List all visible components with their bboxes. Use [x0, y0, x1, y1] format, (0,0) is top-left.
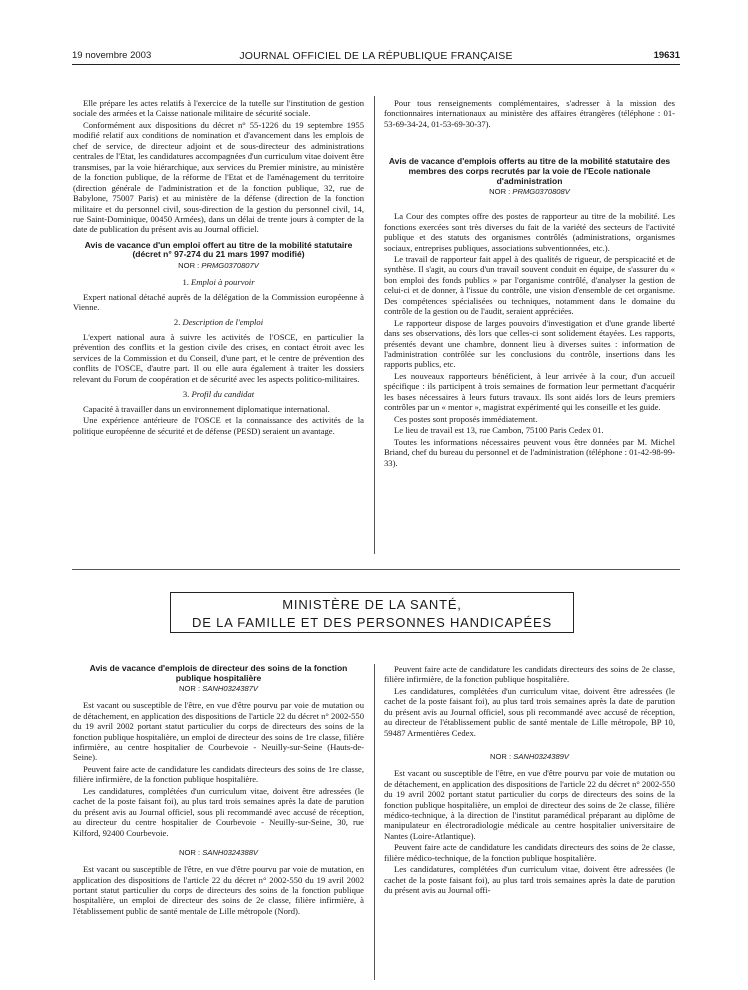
paragraph: Toutes les informations nécessaires peuvent vous être données par M. Michel Briand, chef du bureau du personnel et de l'administration (téléphone : 01-42-98-99-33). — [384, 436, 675, 468]
nor-code: SANH0324387V — [202, 684, 258, 694]
paragraph: Elle prépare les actes relatifs à l'exercice de la tutelle sur l'institution de gestion sociale des armées et la Caisse nationale militaire de sécurité sociale. — [73, 98, 364, 119]
nor-code: PRMG0370807V — [201, 261, 259, 271]
section-title: Profil du candidat — [191, 389, 255, 400]
bottom-left-column — [73, 664, 364, 917]
top-right-column — [384, 98, 675, 469]
section-number: 1. — [182, 277, 189, 288]
nor-reference — [384, 752, 675, 762]
paragraph: Peuvent faire acte de candidature les candidats directeurs des soins de 1re classe, filière infirmière, de la fonction publique hospitalière. — [73, 763, 364, 785]
section-title: Emploi à pourvoir — [191, 277, 255, 288]
nor-code: SANH0324389V — [513, 752, 569, 762]
paragraph: Le lieu de travail est 13, rue Cambon, 75100 Paris Cedex 01. — [394, 425, 604, 436]
paragraph: Expert national détaché auprès de la délégation de la Commission européenne à Vienne. — [73, 291, 364, 312]
nor-label: NOR : — [178, 261, 200, 271]
top-left-column — [73, 98, 364, 437]
ministry-heading — [170, 592, 574, 633]
paragraph: Ces postes sont proposés immédiatement. — [394, 413, 538, 424]
paragraph: Les nouveaux rapporteurs bénéficient, à leur arrivée à la cour, d'un accueil spécifique : ils participent à trois semaines de formation leur permettant d'acquérir les bases nécessaires à leurs futurs travaux. Ils sont aidés lors de leurs premiers contrôles par un « mentor », magistrat expérimenté qui les conseille et les guide. — [384, 370, 675, 413]
page-number: 19631 — [653, 50, 680, 61]
notice-title: Avis de vacance d'emplois de directeur des soins de la fonction publique hospitalière — [89, 663, 348, 683]
column-divider — [374, 664, 375, 980]
paragraph: Les candidatures, complétées d'un curriculum vitae, doivent être adressées (le cachet de la poste faisant foi), au plus tard trois semaines après la date de parution du présent avis au Journal offi- — [384, 864, 675, 896]
paragraph: Est vacant ou susceptible de l'être, en vue d'être pourvu par voie de mutation, en application des dispositions de l'article 22 du décret n° 2002-550 du 19 avril 2002 portant statut particulier du corps de directeurs des soins de la fonction publique hospitalière, un emploi de directeur des soins de 2e classe, filière infirmière, à l'établissement public de santé mentale de Lille métropole (Nord). — [73, 864, 364, 916]
nor-reference — [384, 187, 675, 197]
section-title: Description de l'emploi — [182, 317, 264, 328]
issue-date: 19 novembre 2003 — [72, 50, 152, 61]
ministry-line-1: MINISTÈRE DE LA SANTÉ, — [282, 597, 462, 612]
paragraph: Le rapporteur dispose de larges pouvoirs d'investigation et d'une grande liberté dans ses observations, dès lors que celles-ci sont solidement étayées. Les rapports, présentés devant une chambre, donnent lieu à diverses suites : information de l'administration contrôlée sur les conclusions du contrôle, insertions dans les rapports publics, etc. — [384, 317, 675, 370]
paragraph: Peuvent faire acte de candidature les candidats directeurs des soins de 2e classe, filière médico-technique, de la fonction publique hospitalière. — [384, 842, 675, 863]
notice-title: Avis de vacance d'emplois offerts au titre de la mobilité statutaire des membres des corps recrutés par la voie de l'Ecole nationale d'administration — [388, 156, 671, 186]
nor-label: NOR : — [179, 684, 201, 694]
paragraph: La Cour des comptes offre des postes de rapporteur au titre de la mobilité. Les fonctions exercées sont très diverses du fait de la variété des secteurs de l'activité publique et des statuts des organismes contrôlés (administrations, organismes sociaux, entreprises publiques, associations subventionnées, etc.). — [384, 211, 675, 253]
nor-reference — [73, 684, 364, 694]
notice-title: Avis de vacance d'un emploi offert au titre de la mobilité statutaire (décret n° 97-274 du 21 mars 1997 modifié) — [84, 239, 353, 260]
bottom-right-column — [384, 664, 675, 897]
section-heading — [73, 389, 364, 399]
nor-label: NOR : — [490, 752, 512, 762]
page-header — [72, 50, 680, 64]
nor-reference — [73, 261, 364, 271]
paragraph: Pour tous renseignements complémentaires, s'adresser à la mission des fonctionnaires internationaux au ministère des affaires étrangères (téléphone : 01-53-69-34-24, 01-53-69-30-37). — [384, 98, 675, 129]
nor-label: NOR : — [489, 187, 511, 197]
nor-code: PRMG0370808V — [512, 187, 570, 197]
paragraph: Une expérience antérieure de l'OSCE et la connaissance des activités de la politique européenne de sécurité et de défense (PESD) seraient un avantage. — [73, 415, 364, 436]
section-number: 3. — [182, 389, 190, 400]
paragraph: Le travail de rapporteur fait appel à des qualités de rigueur, de perspicacité et de synthèse. Il s'agit, au cours d'un travail souvent conduit en équipe, de s'assurer du « bon emploi des fonds publics » par l'organisme contrôlé, d'analyser la gestion de celui-ci et de donner, à l'issue du contrôle, une vision d'ensemble de cet organisme. Des compétences spécialisées ou techniques, notamment dans le domaine du contrôle de la gestion ou de l'audit, seraient appréciées. — [384, 253, 675, 317]
paragraph: Conformément aux dispositions du décret n° 55-1226 du 19 septembre 1955 modifié relatif aux conditions de nomination et d'avancement dans les emplois de chef de service, de directeur adjoint et de sous-directeur des administrations centrales de l'Etat, les candidatures accompagnées d'un curriculum vitae doivent être transmises, par la voie hiérarchique, aux services du Premier ministre, au ministère de la fonction publique, de la réforme de l'Etat et de l'aménagement du territoire (direction générale de l'administration et de la fonction publique, 32, rue de Babylone, 75007 Paris) et au ministère de la défense (direction de la fonction militaire et du personnel civil, sous-direction de la gestion du personnel civil, 14, rue Saint-Dominique, 00450 Armées), dans un délai de trente jours à compter de la date de publication du présent avis au Journal officiel. — [73, 119, 364, 235]
nor-code: SANH0324388V — [202, 848, 258, 858]
ministry-line-2: DE LA FAMILLE ET DES PERSONNES HANDICAPÉES — [192, 615, 552, 630]
paragraph: Est vacant ou susceptible de l'être, en vue d'être pourvu par voie de mutation ou de détachement, en application des dispositions de l'article 22 du décret n° 2002-550 du 19 avril 2002 portant statut particulier du corps de directeurs des soins de la fonction publique hospitalière, un emploi de directeur des soins de 2e classe, filière médico-technique, à la direction de l'institut paramédical préparant au diplôme de manipulateur en électroradiologie médicale au centre hospitalier universitaire de Nantes (Loire-Atlantique). — [384, 768, 675, 841]
section-heading — [73, 317, 364, 327]
nor-reference — [73, 848, 364, 858]
paragraph: Les candidatures, complétées d'un curriculum vitae, doivent être adressées (le cachet de la poste faisant foi), au plus tard trois semaines après la date de parution du présent avis au Journal officiel, sous pli recommandé avec accusé de réception, au directeur du centre hospitalier de Courbevoie - Neuilly-sur-Seine, 30, rue Kilford, 92400 Courbevoie. — [73, 785, 364, 838]
journal-title: JOURNAL OFFICIEL DE LA RÉPUBLIQUE FRANÇAISE — [239, 50, 513, 62]
section-separator — [72, 569, 680, 570]
nor-label: NOR : — [179, 848, 201, 858]
paragraph: Est vacant ou susceptible de l'être, en vue d'être pourvu par voie de mutation ou de détachement, en application des dispositions de l'article 22 du décret n° 2002-550 du 19 avril 2002 portant statut particulier du corps de directeurs des soins de la fonction publique hospitalière, un emploi de directeur des soins de 1re classe, filière infirmière, au centre hospitalier de Courbevoie - Neuilly-sur-Seine (Hauts-de-Seine). — [73, 700, 364, 763]
paragraph: L'expert national aura à suivre les activités de l'OSCE, en particulier la prévention des conflits et la gestion civile des crises, en contact étroit avec les services de la Commission et du Conseil, d'une part, et le centre de prévention des conflits de l'OSCE, d'autre part. Il ou elle aura également à traiter les dossiers relevant du Forum de coopération et de sécurité avec les aspects politico-militaires. — [73, 331, 364, 384]
paragraph: Peuvent faire acte de candidature les candidats directeurs des soins de 2e classe, filière infirmière, de la fonction publique hospitalière. — [384, 664, 675, 685]
paragraph: Capacité à travailler dans un environnement diplomatique international. — [83, 403, 330, 414]
section-number: 2. — [173, 317, 181, 328]
paragraph: Les candidatures, complétées d'un curriculum vitae, doivent être adressées (le cachet de la poste faisant foi), au plus tard trois semaines après la date de parution du présent avis au Journal officiel, sous pli recommandé avec accusé de réception, au directeur de l'établissement public de santé mentale de Lille métropole, BP 10, 59487 Armentières Cedex. — [384, 685, 675, 738]
section-heading — [73, 277, 364, 287]
header-rule — [72, 64, 680, 65]
column-divider — [374, 96, 375, 554]
